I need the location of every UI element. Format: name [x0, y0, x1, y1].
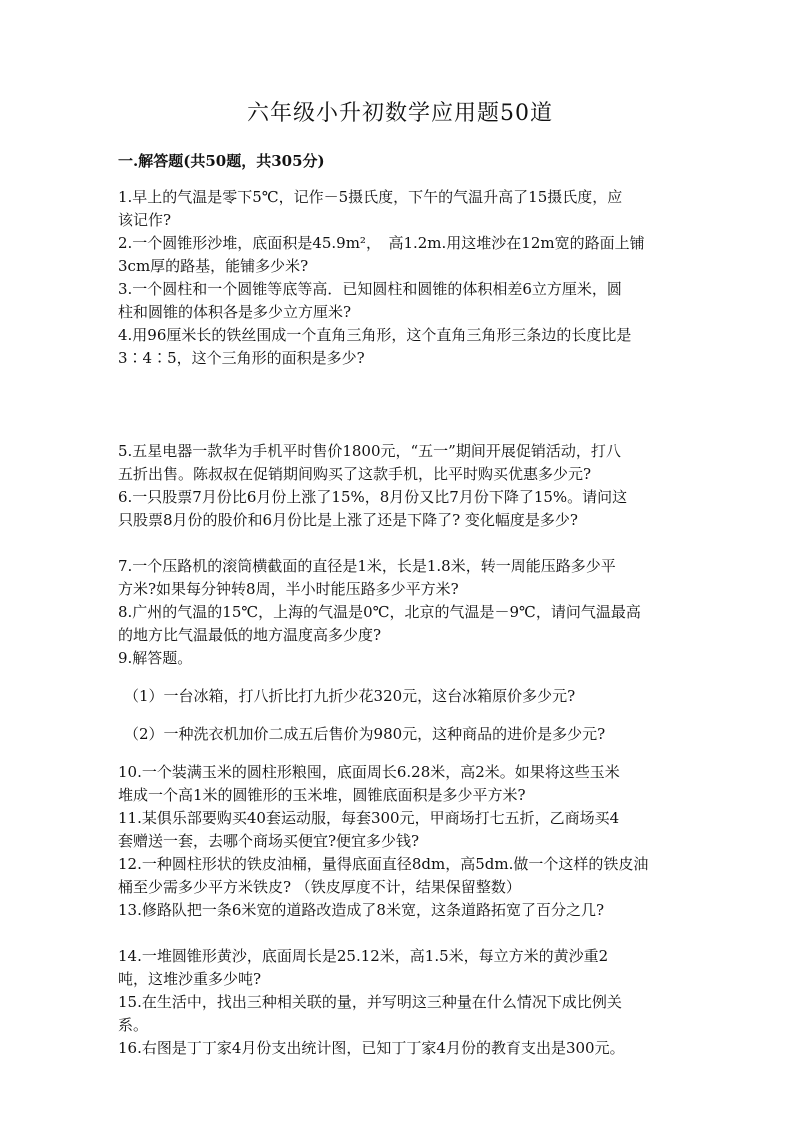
question-12-line-2: 桶至少需多少平方米铁皮? （铁皮厚度不计，结果保留整数） [118, 878, 521, 896]
question-9-part-1: （1）一台冰箱，打八折比打九折少花320元，这台冰箱原价多少元? [124, 687, 576, 705]
question-8-line-2: 的地方比气温最低的地方温度高多少度? [118, 626, 382, 644]
section-heading: 一.解答题(共50题，共305分) [118, 152, 325, 170]
question-9: 9.解答题。 [118, 649, 193, 667]
question-2-line-1: 2.一个圆锥形沙堆，底面积是45.9m²， 高1.2m.用这堆沙在12m宽的路面上铺 [118, 234, 645, 252]
question-14-line-1: 14.一堆圆锥形黄沙，底面周长是25.12米，高1.5米，每立方米的黄沙重2 [118, 947, 609, 965]
question-15-line-2: 系。 [118, 1016, 149, 1034]
question-1-line-2: 该记作? [118, 211, 172, 229]
question-16: 16.右图是丁丁家4月份支出统计图，已知丁丁家4月份的教育支出是300元。 [118, 1039, 625, 1057]
question-12-line-1: 12.一种圆柱形状的铁皮油桶，量得底面直径8dm，高5dm.做一个这样的铁皮油 [118, 855, 649, 873]
page-title: 六年级小升初数学应用题50道 [247, 101, 553, 126]
question-4-line-1: 4.用96厘米长的铁丝围成一个直角三角形，这个直角三角形三条边的长度比是 [118, 326, 632, 344]
question-6-line-2: 只股票8月份的股价和6月份比是上涨了还是下降了? 变化幅度是多少? [118, 511, 578, 529]
spacer [118, 746, 684, 761]
question-3-line-2: 柱和圆锥的体积各是多少立方厘米? [118, 303, 352, 321]
question-5-line-2: 五折出售。陈叔叔在促销期间购买了这款手机，比平时购买优惠多少元? [118, 465, 592, 483]
question-9-part-2: （2）一种洗衣机加价二成五后售价为980元，这种商品的进价是多少元? [124, 725, 606, 743]
question-2-line-2: 3cm厚的路基，能铺多少米? [118, 257, 309, 275]
spacer [118, 532, 684, 555]
question-7-line-1: 7.一个压路机的滚筒横截面的直径是1米，长是1.8米，转一周能压路多少平 [118, 557, 616, 575]
question-6-line-1: 6.一只股票7月份比6月份上涨了15%，8月份又比7月份下降了15%。请问这 [118, 488, 628, 506]
question-3-line-1: 3.一个圆柱和一个圆锥等底等高．已知圆柱和圆锥的体积相差6立方厘米，圆 [118, 280, 622, 298]
spacer [118, 370, 684, 440]
question-1-line-1: 1.早上的气温是零下5℃，记作－5摄氏度，下午的气温升高了15摄氏度，应 [118, 188, 623, 206]
spacer [118, 708, 684, 723]
question-10-line-2: 堆成一个高1米的圆锥形的玉米堆，圆锥底面积是多少平方米? [118, 786, 526, 804]
question-list [118, 186, 684, 1060]
question-15-line-1: 15.在生活中，找出三种相关联的量，并写明这三种量在什么情况下成比例关 [118, 993, 622, 1011]
question-13: 13.修路队把一条6米宽的道路改造成了8米宽，这条道路拓宽了百分之几? [118, 901, 604, 919]
spacer [118, 922, 684, 945]
question-7-line-2: 方米?如果每分钟转8周，半小时能压路多少平方米? [118, 580, 459, 598]
question-11-line-1: 11.某俱乐部要购买40套运动服，每套300元，甲商场打七五折，乙商场买4 [118, 809, 620, 827]
question-5-line-1: 5.五星电器一款华为手机平时售价1800元，“五一”期间开展促销活动，打八 [118, 442, 621, 460]
question-8-line-1: 8.广州的气温的15℃，上海的气温是0℃，北京的气温是－9℃，请问气温最高 [118, 603, 641, 621]
question-10-line-1: 10.一个装满玉米的圆柱形粮囤，底面周长6.28米，高2米。如果将这些玉米 [118, 763, 620, 781]
spacer [118, 670, 684, 685]
question-11-line-2: 套赠送一套，去哪个商场买便宜?便宜多少钱? [118, 832, 420, 850]
question-14-line-2: 吨，这堆沙重多少吨? [118, 970, 262, 988]
question-4-line-2: 3∶4∶5，这个三角形的面积是多少? [118, 349, 365, 367]
